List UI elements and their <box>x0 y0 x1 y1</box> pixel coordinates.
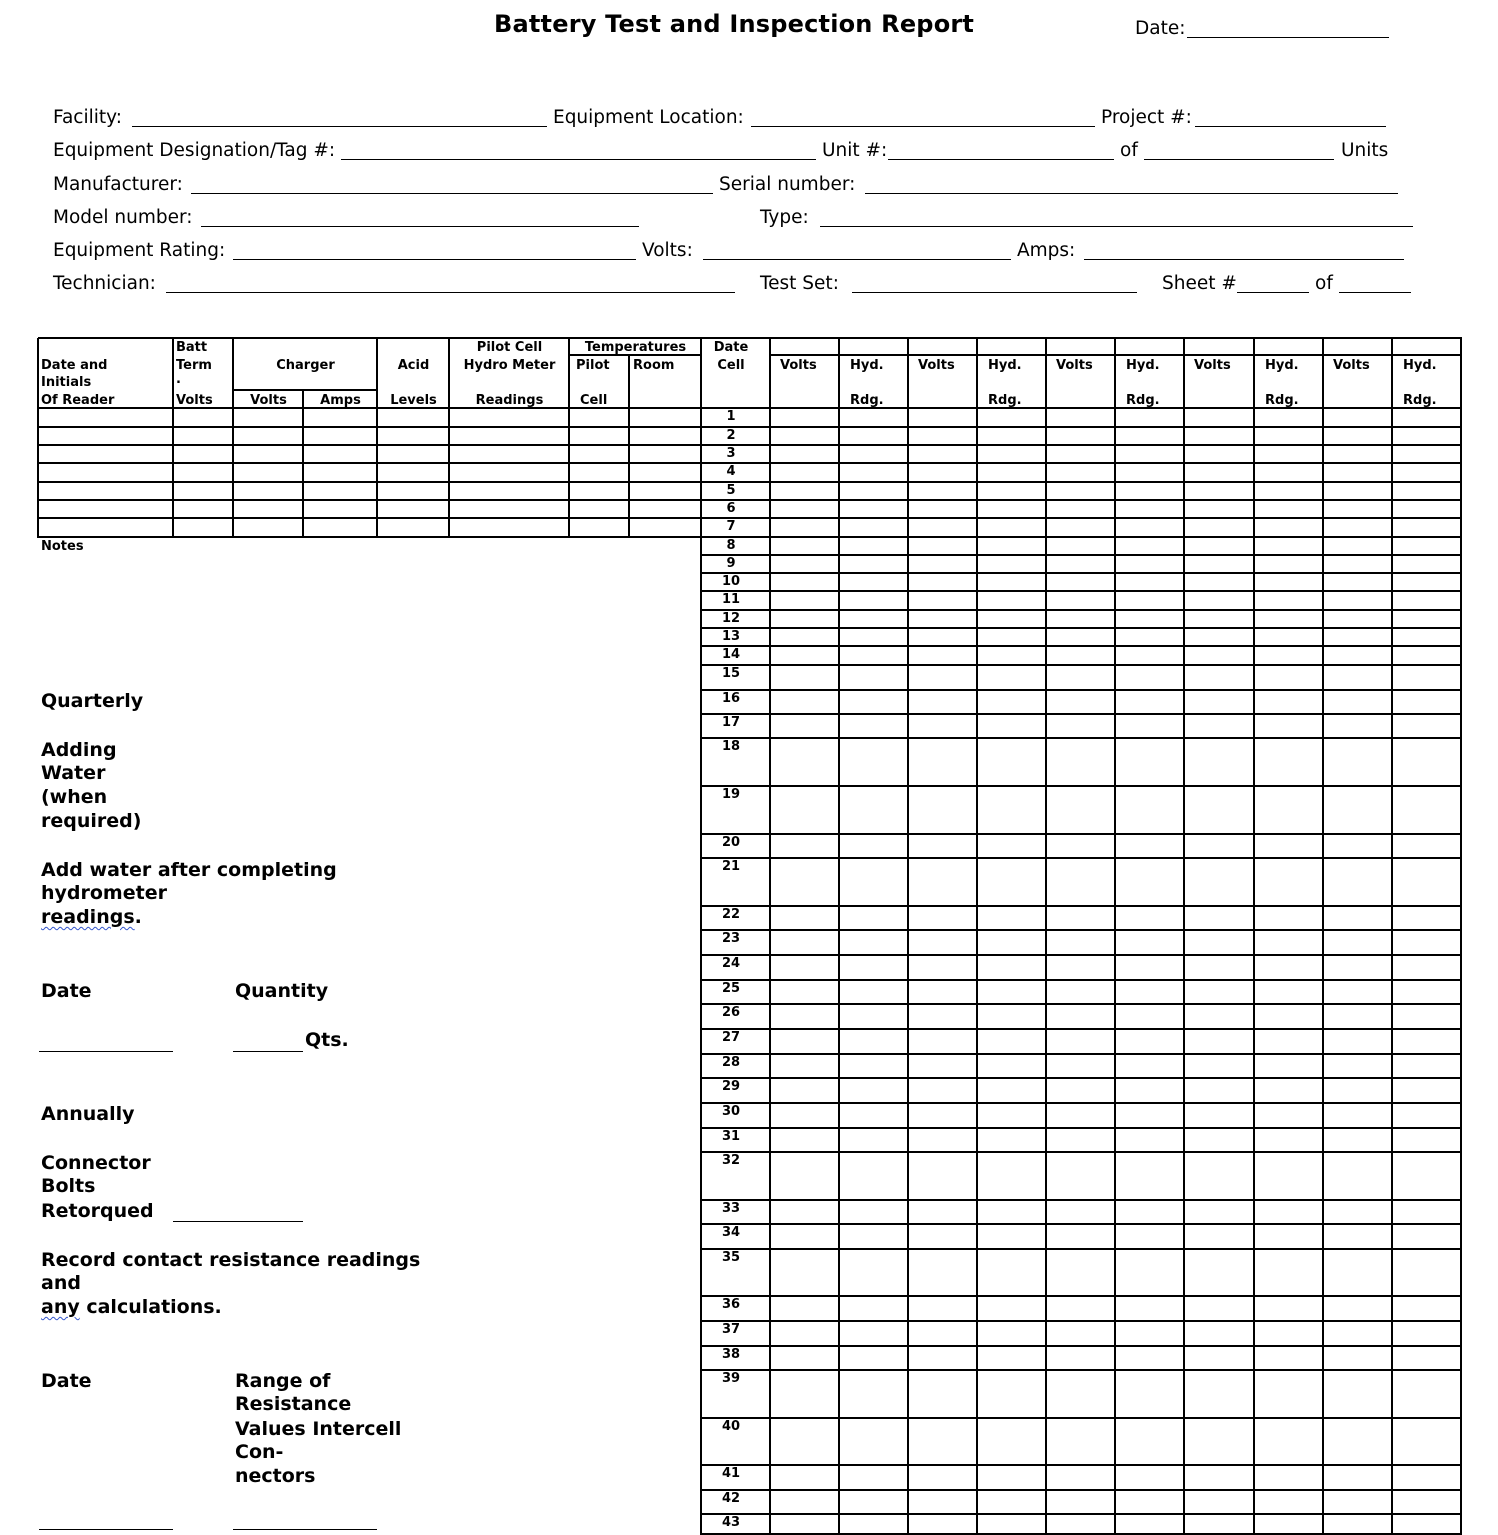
header-acid-2: Levels <box>390 393 437 408</box>
header-date-initials-1: Date and <box>41 358 108 373</box>
header-rdg-1: Rdg. <box>850 393 884 408</box>
right-column-line <box>1183 338 1185 1535</box>
right-row-line <box>701 517 1462 519</box>
cell-number: 34 <box>721 1225 741 1240</box>
model-number-label: Model number: <box>53 207 193 228</box>
right-row-line <box>701 905 1462 907</box>
right-row-line <box>701 1248 1462 1250</box>
header-cell: Cell <box>717 358 745 373</box>
temperature-split-line <box>628 355 630 538</box>
connector-2: Bolts <box>41 1175 96 1197</box>
charger-split-line <box>302 390 304 538</box>
cell-number: 43 <box>721 1515 741 1530</box>
header-room: Room <box>633 358 675 373</box>
resistance-date-label: Date <box>41 1370 92 1392</box>
left-row-line <box>38 517 702 519</box>
header-hyd-2: Hyd. <box>988 358 1022 373</box>
connector-3: Retorqued <box>41 1200 154 1222</box>
right-row-line <box>701 645 1462 647</box>
cell-number: 38 <box>721 1347 741 1362</box>
date-field[interactable] <box>1187 37 1389 38</box>
cell-number: 19 <box>721 787 741 802</box>
cell-number: 9 <box>726 556 736 571</box>
cell-number: 31 <box>721 1129 741 1144</box>
header-temperatures: Temperatures <box>584 340 687 355</box>
header-charger-volts: Volts <box>250 393 287 408</box>
right-row-line <box>701 481 1462 483</box>
record-note-1: Record contact resistance readings <box>41 1249 421 1271</box>
cell-number: 18 <box>721 739 741 754</box>
unit-total-field[interactable] <box>1144 159 1334 160</box>
cell-number: 4 <box>726 464 736 479</box>
right-row-line <box>701 713 1462 715</box>
equipment-rating-field[interactable] <box>233 259 636 260</box>
right-row-line <box>701 929 1462 931</box>
cell-number: 11 <box>721 592 741 607</box>
serial-number-label: Serial number: <box>719 174 856 195</box>
cell-number: 14 <box>721 647 741 662</box>
cell-number: 35 <box>721 1250 741 1265</box>
header-volts-5: Volts <box>1333 358 1370 373</box>
equipment-location-label: Equipment Location: <box>553 107 744 128</box>
technician-field[interactable] <box>166 292 735 293</box>
right-row-line <box>701 1003 1462 1005</box>
header-date-initials-3: Of Reader <box>41 393 115 408</box>
units-label: Units <box>1341 140 1389 161</box>
right-column-line <box>1114 338 1116 1535</box>
cell-number: 22 <box>721 907 741 922</box>
right-row-line <box>701 462 1462 464</box>
header-pilot-1: Pilot <box>576 358 610 373</box>
manufacturer-label: Manufacturer: <box>53 174 183 195</box>
header-volts-1: Volts <box>780 358 817 373</box>
manufacturer-field[interactable] <box>191 193 713 194</box>
header-pilot-cell-2: Hydro Meter <box>463 358 556 373</box>
left-column-line <box>37 338 39 538</box>
sheet-total-field[interactable] <box>1339 292 1411 293</box>
cell-number: 7 <box>726 519 736 534</box>
adding-water-1: Adding <box>41 739 117 761</box>
cell-number: 17 <box>721 715 741 730</box>
right-row-line <box>701 1345 1462 1347</box>
cell-number: 36 <box>721 1297 741 1312</box>
cell-number: 40 <box>721 1419 741 1434</box>
equipment-location-field[interactable] <box>751 126 1095 127</box>
right-row-line <box>701 1464 1462 1466</box>
cell-number: 32 <box>721 1153 741 1168</box>
header-volts-3: Volts <box>1056 358 1093 373</box>
right-row-line <box>701 1369 1462 1371</box>
range-5: nectors <box>235 1465 316 1487</box>
report-title: Battery Test and Inspection Report <box>494 10 975 38</box>
facility-field[interactable] <box>132 126 547 127</box>
header-charger: Charger <box>276 358 335 373</box>
model-number-field[interactable] <box>201 226 639 227</box>
range-2: Resistance <box>235 1393 352 1415</box>
right-column-line <box>907 338 909 1535</box>
project-label: Project #: <box>1101 107 1192 128</box>
header-pilot-cell-1: Pilot Cell <box>476 340 543 355</box>
right-column-line <box>769 338 771 1535</box>
right-row-line <box>701 979 1462 981</box>
right-row-line <box>701 1320 1462 1322</box>
charger-subheader-line <box>233 389 378 391</box>
left-column-line <box>172 338 174 538</box>
header-date-initials-2: Initials <box>41 375 92 390</box>
calculations-word: calculations. <box>79 1296 222 1318</box>
range-3: Values Intercell <box>235 1418 402 1440</box>
adding-water-2: Water <box>41 762 106 784</box>
any-word: any <box>41 1296 80 1318</box>
right-column-line <box>1253 338 1255 1535</box>
cell-number: 29 <box>721 1079 741 1094</box>
project-field[interactable] <box>1195 126 1386 127</box>
header-hyd-1: Hyd. <box>850 358 884 373</box>
cell-number: 24 <box>721 956 741 971</box>
volts-label: Volts: <box>642 240 693 261</box>
adding-water-3: (when <box>41 786 108 808</box>
header-hyd-5: Hyd. <box>1403 358 1437 373</box>
right-row-line <box>701 1417 1462 1419</box>
header-hyd-4: Hyd. <box>1265 358 1299 373</box>
cell-number: 6 <box>726 501 736 516</box>
cell-number: 41 <box>721 1466 741 1481</box>
header-date: Date <box>713 340 749 355</box>
cell-number: 13 <box>721 629 741 644</box>
annually-heading: Annually <box>41 1103 135 1125</box>
right-row-line <box>701 1199 1462 1201</box>
right-row-line <box>701 664 1462 666</box>
right-row-line <box>701 857 1462 859</box>
left-row-line <box>38 481 702 483</box>
adding-water-4: required) <box>41 810 142 832</box>
resistance-range-field[interactable] <box>233 1529 377 1530</box>
cell-number: 16 <box>721 691 741 706</box>
test-set-label: Test Set: <box>760 273 839 294</box>
right-row-line <box>701 785 1462 787</box>
header-batt-2: Term <box>176 358 212 373</box>
right-column-line <box>1322 338 1324 1535</box>
sheet-of-label: of <box>1315 273 1333 294</box>
header-pilot-cell-3: Readings <box>475 393 544 408</box>
quarterly-heading: Quarterly <box>41 690 144 712</box>
right-column-line <box>976 338 978 1535</box>
water-date-field[interactable] <box>39 1051 173 1052</box>
cell-number: 8 <box>726 538 736 553</box>
cell-number: 33 <box>721 1201 741 1216</box>
header-volts-4: Volts <box>1194 358 1231 373</box>
unit-label: Unit #: <box>822 140 888 161</box>
amps-label: Amps: <box>1017 240 1076 261</box>
readings-dot: . <box>134 906 142 928</box>
amps-field[interactable] <box>1084 259 1404 260</box>
right-row-line <box>701 833 1462 835</box>
header-rdg-3: Rdg. <box>1126 393 1160 408</box>
qts-label: Qts. <box>305 1029 349 1051</box>
notes-label: Notes <box>41 539 84 554</box>
header-hyd-3: Hyd. <box>1126 358 1160 373</box>
right-row-line <box>701 737 1462 739</box>
header-volts-2: Volts <box>918 358 955 373</box>
record-note-3 <box>41 1296 222 1320</box>
right-row-line <box>701 1028 1462 1030</box>
range-4: Con- <box>235 1441 284 1463</box>
unit-of-label: of <box>1120 140 1138 161</box>
right-row-line <box>701 1053 1462 1055</box>
right-row-line <box>701 1102 1462 1104</box>
add-water-note-2: hydrometer <box>41 882 167 904</box>
cell-number: 15 <box>721 666 741 681</box>
serial-number-field[interactable] <box>865 193 1398 194</box>
record-note-2: and <box>41 1272 81 1294</box>
sheet-number-field[interactable] <box>1237 292 1309 293</box>
right-row-line <box>701 627 1462 629</box>
type-label: Type: <box>760 207 809 228</box>
cell-number: 28 <box>721 1055 741 1070</box>
cell-number: 30 <box>721 1104 741 1119</box>
cell-number: 42 <box>721 1491 741 1506</box>
right-row-line <box>701 407 1462 409</box>
cell-number: 39 <box>721 1371 741 1386</box>
right-column-line <box>1045 338 1047 1535</box>
cell-number: 20 <box>721 835 741 850</box>
retorqued-field[interactable] <box>173 1221 303 1222</box>
right-row-line <box>701 444 1462 446</box>
right-row-line <box>701 954 1462 956</box>
add-water-note-1: Add water after completing <box>41 859 337 881</box>
header-rdg-4: Rdg. <box>1265 393 1299 408</box>
left-row-line <box>38 536 702 538</box>
right-row-line <box>701 536 1462 538</box>
date-label: Date: <box>1135 18 1186 39</box>
quantity-label: Quantity <box>235 980 329 1002</box>
cell-number: 25 <box>721 981 741 996</box>
right-row-line <box>701 554 1462 556</box>
header-rdg-2: Rdg. <box>988 393 1022 408</box>
header-batt-4: Volts <box>176 393 213 408</box>
left-row-line <box>38 462 702 464</box>
cell-number: 23 <box>721 931 741 946</box>
sheet-label: Sheet # <box>1162 273 1237 294</box>
right-row-line <box>701 1223 1462 1225</box>
equipment-designation-label: Equipment Designation/Tag #: <box>53 140 336 161</box>
cell-number: 12 <box>721 611 741 626</box>
type-field[interactable] <box>820 226 1413 227</box>
left-row-line <box>38 426 702 428</box>
right-row-line <box>701 1295 1462 1297</box>
cell-number: 3 <box>726 446 736 461</box>
header-batt-3: . <box>176 372 181 387</box>
header-charger-amps: Amps <box>320 393 361 408</box>
header-batt-1: Batt <box>176 340 208 355</box>
equipment-rating-label: Equipment Rating: <box>53 240 226 261</box>
cell-number: 1 <box>726 409 736 424</box>
facility-label: Facility: <box>53 107 122 128</box>
unit-field[interactable] <box>888 159 1114 160</box>
left-row-line <box>38 444 702 446</box>
right-column-line <box>1391 338 1393 1535</box>
readings-word: readings <box>41 906 135 928</box>
left-row-line <box>38 499 702 501</box>
right-row-line <box>701 572 1462 574</box>
right-row-line <box>701 426 1462 428</box>
right-row-line <box>701 689 1462 691</box>
right-row-line <box>701 1077 1462 1079</box>
right-row-line <box>701 590 1462 592</box>
right-row-line <box>701 1127 1462 1129</box>
header-pilot-2: Cell <box>580 393 608 408</box>
header-rdg-5: Rdg. <box>1403 393 1437 408</box>
cell-number: 5 <box>726 483 736 498</box>
range-1: Range of <box>235 1370 331 1392</box>
equipment-designation-field[interactable] <box>341 159 816 160</box>
add-water-note-3 <box>41 906 142 930</box>
right-column-line <box>838 338 840 1535</box>
right-row-line <box>701 1151 1462 1153</box>
technician-label: Technician: <box>53 273 156 294</box>
resistance-date-field[interactable] <box>39 1529 173 1530</box>
cell-number: 26 <box>721 1005 741 1020</box>
cell-number: 27 <box>721 1030 741 1045</box>
right-subheader-line <box>770 354 1462 356</box>
right-row-line <box>701 499 1462 501</box>
header-acid-1: Acid <box>397 358 430 373</box>
volts-field[interactable] <box>703 259 1011 260</box>
cell-number: 21 <box>721 859 741 874</box>
cell-number: 2 <box>726 428 736 443</box>
connector-1: Connector <box>41 1152 151 1174</box>
quantity-field[interactable] <box>233 1051 303 1052</box>
cell-number: 37 <box>721 1322 741 1337</box>
right-row-line <box>701 609 1462 611</box>
right-row-line <box>701 1489 1462 1491</box>
water-date-label: Date <box>41 980 92 1002</box>
right-column-line <box>1460 338 1462 1535</box>
right-row-line <box>701 1513 1462 1515</box>
cell-number: 10 <box>721 574 741 589</box>
test-set-field[interactable] <box>852 292 1137 293</box>
